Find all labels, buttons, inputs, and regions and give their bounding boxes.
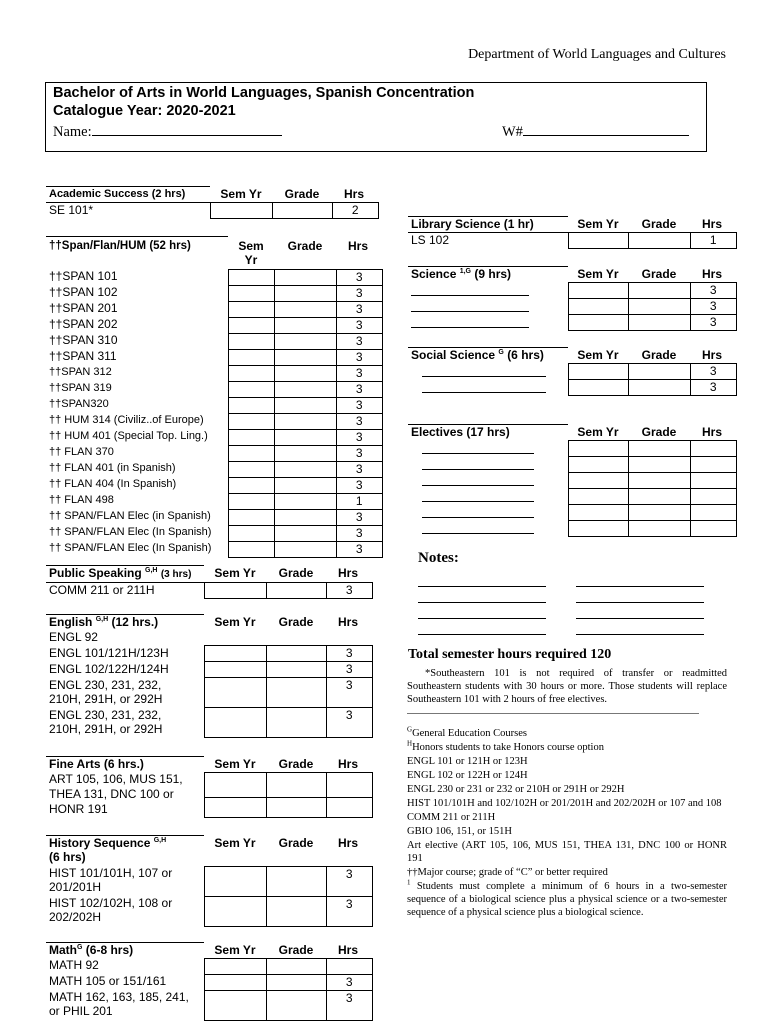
sem-yr-cell[interactable] [228, 365, 274, 381]
hrs-cell: 3 [336, 397, 382, 413]
col-sem-yr: Sem Yr [214, 614, 256, 629]
table-row [46, 381, 382, 397]
course-name: MATH 92 [49, 958, 99, 972]
sem-yr-cell[interactable] [204, 708, 266, 738]
footnote-line: ENGL 101 or 121H or 123H [407, 756, 528, 767]
grade-cell[interactable] [274, 317, 336, 333]
section-title: Electives (17 hrs) [408, 425, 568, 441]
grade-cell[interactable] [266, 798, 326, 817]
table-row [46, 493, 382, 509]
science-table [408, 266, 737, 331]
sem-yr-cell[interactable] [228, 285, 274, 301]
sem-yr-cell[interactable] [568, 520, 628, 536]
table-row [408, 314, 736, 330]
grade-cell[interactable] [274, 269, 336, 285]
sem-yr-cell[interactable] [568, 488, 628, 504]
name-field[interactable] [53, 121, 282, 141]
table-row [46, 365, 382, 381]
course-name: ††SPAN 102 [49, 285, 118, 299]
table-row [46, 646, 372, 662]
sem-yr-cell[interactable] [204, 896, 266, 926]
table-row [46, 445, 382, 461]
col-sem-yr: Sem Yr [577, 216, 619, 231]
grade-cell[interactable] [628, 314, 690, 330]
col-grade: Grade [641, 424, 677, 439]
hrs-cell[interactable] [326, 958, 372, 974]
col-hrs: Hrs [337, 835, 358, 850]
grade-cell[interactable] [628, 504, 690, 520]
col-grade: Grade [284, 186, 320, 201]
table-row [46, 990, 372, 1020]
col-sem-yr: Sem Yr [577, 347, 619, 362]
notes-title: Notes: [418, 550, 459, 566]
sem-yr-cell[interactable] [568, 472, 628, 488]
grade-cell[interactable] [266, 662, 326, 678]
hrs-cell: 3 [336, 509, 382, 525]
hrs-cell[interactable] [690, 440, 736, 456]
table-row [46, 896, 372, 926]
section-title: Social Science $^G$ (6 hrs) [408, 348, 568, 364]
sem-yr-cell[interactable] [228, 381, 274, 397]
grade-cell[interactable] [274, 397, 336, 413]
blank-course-line[interactable] [408, 379, 568, 395]
course-name: MATH 105 or 151/161 [49, 974, 167, 988]
hrs-cell: 3 [336, 333, 382, 349]
col-grade: Grade [278, 942, 314, 957]
hrs-cell: 3 [690, 314, 736, 330]
sem-yr-cell[interactable] [568, 504, 628, 520]
sem-yr-cell[interactable] [228, 397, 274, 413]
col-hrs: Hrs [337, 614, 358, 629]
table-row [46, 708, 372, 738]
hrs-cell: 1 [690, 233, 736, 249]
course-name: LS 102 [411, 233, 450, 247]
course-name: MATH 162, 163, 185, 241, or PHIL 201 [49, 990, 189, 1018]
course-name: ††SPAN 319 [49, 382, 112, 394]
course-name: ††SPAN320 [49, 398, 109, 410]
course-name: SE 101* [49, 203, 94, 217]
course-name: ††SPAN 310 [49, 333, 118, 347]
grade-cell[interactable] [274, 429, 336, 445]
sem-yr-cell[interactable] [210, 203, 272, 219]
col-hrs: Hrs [347, 238, 368, 253]
sem-yr-cell[interactable] [568, 440, 628, 456]
sem-yr-cell[interactable] [228, 301, 274, 317]
grade-cell[interactable] [274, 381, 336, 397]
table-row [46, 541, 382, 557]
course-name: ††SPAN 202 [49, 317, 118, 331]
hrs-cell[interactable] [326, 772, 372, 798]
blank-course-line[interactable] [408, 314, 568, 330]
col-grade: Grade [287, 238, 323, 253]
hrs-cell[interactable] [326, 798, 372, 817]
fine-arts-table [46, 756, 373, 818]
col-grade: Grade [278, 835, 314, 850]
table-row [408, 440, 736, 456]
sem-yr-cell[interactable] [228, 349, 274, 365]
blank-course-line[interactable] [408, 472, 568, 488]
sem-yr-cell[interactable] [228, 269, 274, 285]
hrs-cell: 3 [336, 525, 382, 541]
table-row [46, 317, 382, 333]
col-grade: Grade [641, 347, 677, 362]
sem-yr-cell[interactable] [228, 461, 274, 477]
sem-yr-cell[interactable] [228, 317, 274, 333]
grade-cell[interactable] [266, 646, 326, 662]
grade-cell[interactable] [628, 298, 690, 314]
sem-yr-cell[interactable] [568, 314, 628, 330]
sem-yr-cell[interactable] [228, 509, 274, 525]
blank-course-line[interactable] [408, 298, 568, 314]
course-name: HIST 101/101H, 107 or 201/201H [49, 866, 173, 894]
table-row [46, 397, 382, 413]
table-row [46, 333, 382, 349]
hrs-cell: 3 [690, 379, 736, 395]
blank-course-line[interactable] [408, 363, 568, 379]
hrs-cell: 3 [336, 445, 382, 461]
grade-cell[interactable] [274, 509, 336, 525]
course-name: †† FLAN 401 (in Spanish) [49, 462, 176, 474]
hrs-cell: 3 [326, 662, 372, 678]
hrs-cell[interactable] [690, 456, 736, 472]
hrs-cell: 3 [336, 349, 382, 365]
grade-cell[interactable] [274, 461, 336, 477]
section-title: Library Science (1 hr) [408, 217, 568, 233]
table-row [46, 269, 382, 285]
sem-yr-cell[interactable] [204, 772, 266, 798]
hrs-cell: 3 [690, 363, 736, 379]
blank-course-line[interactable] [408, 504, 568, 520]
notes-lines-left[interactable] [418, 574, 546, 638]
hrs-cell: 2 [332, 203, 378, 219]
course-name: COMM 211 or 211H [49, 583, 155, 597]
col-sem-yr: Sem Yr [214, 565, 256, 580]
academic-success-table [46, 186, 379, 219]
table-row [46, 477, 382, 493]
course-name: †† FLAN 370 [49, 446, 114, 458]
sem-yr-cell[interactable] [228, 477, 274, 493]
grade-cell[interactable] [628, 233, 690, 249]
sem-yr-cell[interactable] [204, 798, 266, 817]
table-row [408, 520, 736, 536]
grade-cell[interactable] [266, 678, 326, 708]
blank-course-line[interactable] [408, 440, 568, 456]
hrs-cell: 3 [336, 317, 382, 333]
sem-yr-cell[interactable] [204, 678, 266, 708]
hrs-cell: 3 [336, 285, 382, 301]
col-grade: Grade [278, 565, 314, 580]
w-number-label: W# [502, 124, 523, 140]
hrs-cell: 3 [336, 541, 382, 557]
course-name: †† SPAN/FLAN Elec (In Spanish) [49, 526, 212, 538]
sem-yr-cell[interactable] [568, 282, 628, 298]
grade-cell[interactable] [274, 285, 336, 301]
section-title: History Sequence $^{G,H}$ (6 hrs) [46, 836, 204, 867]
section-title: Public Speaking $^{G,H}$ (3 hrs) [46, 566, 204, 583]
grade-cell[interactable] [274, 493, 336, 509]
table-row [408, 282, 736, 298]
table-row [46, 429, 382, 445]
course-name: ††SPAN 312 [49, 366, 112, 378]
grade-cell[interactable] [266, 866, 326, 896]
hrs-cell[interactable] [690, 472, 736, 488]
course-name: †† FLAN 404 (In Spanish) [49, 478, 177, 490]
grade-cell[interactable] [266, 896, 326, 926]
w-number-field[interactable] [502, 121, 689, 141]
hrs-cell: 3 [690, 298, 736, 314]
hrs-cell: 3 [326, 646, 372, 662]
hrs-cell: 3 [690, 282, 736, 298]
section-title: Science $^{1,G}$ (9 hrs) [408, 267, 568, 283]
col-hrs: Hrs [343, 186, 364, 201]
hrs-cell: 3 [326, 974, 372, 990]
col-grade: Grade [641, 266, 677, 281]
grade-cell[interactable] [628, 472, 690, 488]
grade-cell[interactable] [628, 282, 690, 298]
hrs-cell: 3 [336, 413, 382, 429]
header-box [45, 82, 707, 152]
hrs-cell: 3 [336, 381, 382, 397]
grade-cell[interactable] [266, 974, 326, 990]
english-table [46, 614, 373, 738]
course-name: HIST 102/102H, 108 or 202/202H [49, 896, 173, 924]
sem-yr-cell[interactable] [228, 541, 274, 557]
course-name: †† HUM 314 (Civiliz..of Europe) [49, 414, 204, 426]
footnote-line: ENGL 230 or 231 or 232 or 210H or 291H or 292H [407, 784, 625, 795]
program-title: Bachelor of Arts in World Languages, Spanish Concentration [53, 85, 475, 101]
hrs-cell: 1 [336, 493, 382, 509]
social-science-table [408, 347, 737, 396]
footnote-line: HIST 101/101H and 102/102H or 201/201H and 202/202H or 107 and 108 [407, 798, 722, 809]
hrs-cell: 3 [336, 461, 382, 477]
col-sem-yr: Sem Yr [220, 186, 262, 201]
hrs-cell: 3 [326, 678, 372, 708]
course-name: †† SPAN/FLAN Elec (in Spanish) [49, 510, 211, 522]
footnote-line: COMM 211 or 211H [407, 812, 496, 823]
col-grade: Grade [278, 614, 314, 629]
grade-cell[interactable] [628, 379, 690, 395]
table-row [408, 233, 736, 249]
grade-cell[interactable] [272, 203, 332, 219]
sem-yr-cell[interactable] [204, 958, 266, 974]
grade-cell[interactable] [266, 958, 326, 974]
sem-yr-cell[interactable] [228, 429, 274, 445]
department-name: Department of World Languages and Cultures [468, 47, 726, 62]
course-name: ENGL 102/122H/124H [49, 661, 169, 676]
col-sem-yr: Sem Yr [214, 942, 256, 957]
footnote-line: ††Major course; grade of “C” or better required [407, 867, 608, 878]
table-row [408, 488, 736, 504]
col-hrs: Hrs [701, 347, 722, 362]
hrs-cell: 3 [326, 583, 372, 599]
table-row [46, 285, 382, 301]
grade-cell[interactable] [274, 541, 336, 557]
grade-cell[interactable] [266, 583, 326, 599]
sem-yr-cell[interactable] [568, 298, 628, 314]
section-title: Math$^G$ (6-8 hrs) [46, 943, 204, 959]
footnotes [407, 727, 727, 920]
blank-course-line[interactable] [408, 282, 568, 298]
section-title: English $^{G,H}$ (12 hrs.) [46, 615, 204, 631]
col-sem-yr: Sem Yr [214, 835, 256, 850]
sem-yr-cell[interactable] [204, 583, 266, 599]
sem-yr-cell[interactable] [228, 525, 274, 541]
hrs-cell[interactable] [690, 488, 736, 504]
grade-cell[interactable] [274, 413, 336, 429]
col-sem-yr: Sem Yr [577, 424, 619, 439]
course-name: ††SPAN 311 [49, 349, 117, 363]
grade-cell[interactable] [628, 456, 690, 472]
grade-cell[interactable] [274, 365, 336, 381]
course-name: †† FLAN 498 [49, 494, 114, 506]
total-hours-title: Total semester hours required 120 [408, 647, 612, 662]
table-row [46, 203, 378, 219]
name-label: Name: [53, 124, 92, 140]
table-row [408, 456, 736, 472]
grade-cell[interactable] [628, 520, 690, 536]
table-row [408, 472, 736, 488]
table-row [408, 379, 736, 395]
table-row [46, 630, 372, 646]
section-title: Fine Arts (6 hrs.) [46, 757, 204, 773]
grade-cell[interactable] [274, 477, 336, 493]
table-row [46, 866, 372, 896]
section-title: ††Span/Flan/HUM (52 hrs) [46, 237, 228, 270]
sem-yr-cell[interactable] [568, 456, 628, 472]
col-hrs: Hrs [701, 266, 722, 281]
grade-cell[interactable] [628, 440, 690, 456]
grade-cell[interactable] [274, 301, 336, 317]
col-hrs: Hrs [337, 756, 358, 771]
hrs-cell: 3 [336, 429, 382, 445]
footnote-line: $^G$General Education Courses [407, 725, 527, 739]
table-row [46, 413, 382, 429]
col-hrs: Hrs [701, 424, 722, 439]
course-name: ENGL 101/121H/123H [49, 645, 169, 660]
hrs-cell: 3 [336, 269, 382, 285]
catalogue-year: Catalogue Year: 2020-2021 [53, 103, 236, 119]
sem-yr-cell[interactable] [204, 646, 266, 662]
public-speaking-table [46, 565, 373, 599]
course-name: ENGL 230, 231, 232, 210H, 291H, or 292H [49, 677, 163, 706]
footnote-line: GBIO 106, 151, or 151H [407, 826, 512, 837]
hrs-cell[interactable] [690, 520, 736, 536]
span-flan-hum-table [46, 236, 383, 558]
footnote-line: $^1$ Students must complete a minimum of 6 hours in a two-semester sequence of a biological science plus a physical science or a two-semester sequence of a physical science plus a biological science. [407, 878, 727, 918]
col-sem-yr: Sem Yr [238, 238, 264, 267]
hrs-cell: 3 [336, 301, 382, 317]
course-name: ††SPAN 101 [49, 269, 118, 283]
course-name: ART 105, 106, MUS 151, THEA 131, DNC 100 or HONR 191 [49, 772, 183, 816]
table-row [46, 349, 382, 365]
hrs-cell: 3 [326, 866, 372, 896]
table-row [46, 678, 372, 708]
table-row [46, 461, 382, 477]
hrs-cell[interactable] [690, 504, 736, 520]
course-name: †† SPAN/FLAN Elec (In Spanish) [49, 542, 212, 554]
sem-yr-cell[interactable] [568, 233, 628, 249]
sem-yr-cell[interactable] [228, 413, 274, 429]
section-title: Academic Success (2 hrs) [46, 187, 210, 203]
course-name: ††SPAN 201 [49, 301, 118, 315]
footnote-line: Art elective (ART 105, 106, MUS 151, THEA 131, DNC 100 or HONR 191 [407, 840, 727, 864]
grade-cell[interactable] [266, 708, 326, 738]
col-hrs: Hrs [701, 216, 722, 231]
sem-yr-cell[interactable] [204, 974, 266, 990]
sem-yr-cell[interactable] [568, 363, 628, 379]
blank-course-line[interactable] [408, 456, 568, 472]
col-sem-yr: Sem Yr [577, 266, 619, 281]
table-row [408, 363, 736, 379]
course-name: †† HUM 401 (Special Top. Ling.) [49, 430, 208, 442]
sem-yr-cell[interactable] [228, 493, 274, 509]
col-sem-yr: Sem Yr [214, 756, 256, 771]
math-table [46, 942, 373, 1021]
library-science-table [408, 216, 737, 249]
sem-yr-cell[interactable] [228, 445, 274, 461]
grade-cell[interactable] [266, 772, 326, 798]
hrs-cell: 3 [336, 365, 382, 381]
hrs-cell: 3 [326, 708, 372, 738]
grade-cell[interactable] [274, 525, 336, 541]
table-row [408, 504, 736, 520]
blank-course-line[interactable] [408, 520, 568, 536]
table-row [46, 509, 382, 525]
footnote-line: $^H$Honors students to take Honors course option [407, 739, 604, 753]
grade-cell[interactable] [628, 363, 690, 379]
sem-yr-cell[interactable] [228, 333, 274, 349]
blank-course-line[interactable] [408, 488, 568, 504]
footnote-line: ENGL 102 or 122H or 124H [407, 770, 528, 781]
sem-yr-cell[interactable] [568, 379, 628, 395]
col-hrs: Hrs [337, 565, 358, 580]
table-row [46, 958, 372, 974]
hrs-cell: 3 [326, 990, 372, 1020]
grade-cell[interactable] [266, 990, 326, 1020]
col-grade: Grade [641, 216, 677, 231]
grade-cell[interactable] [274, 349, 336, 365]
table-row [46, 301, 382, 317]
grade-cell[interactable] [274, 445, 336, 461]
table-row [46, 772, 372, 798]
grade-cell[interactable] [274, 333, 336, 349]
hrs-cell: 3 [336, 477, 382, 493]
sem-yr-cell[interactable] [204, 866, 266, 896]
table-row [46, 662, 372, 678]
table-row [46, 583, 372, 599]
sem-yr-cell[interactable] [204, 662, 266, 678]
se101-note: *Southeastern 101 is not required of transfer or readmitted Southeastern students with 30 hours or more. Those students will replace Southeastern 101 with 2 hours of free electives. [407, 668, 727, 705]
electives-table [408, 424, 737, 537]
notes-lines-right[interactable] [576, 574, 704, 638]
table-row [408, 298, 736, 314]
table-row [46, 525, 382, 541]
table-row [46, 974, 372, 990]
course-name: ENGL 230, 231, 232, 210H, 291H, or 292H [49, 707, 163, 736]
sem-yr-cell[interactable] [204, 990, 266, 1020]
grade-cell[interactable] [628, 488, 690, 504]
col-hrs: Hrs [337, 942, 358, 957]
history-table [46, 835, 373, 927]
col-grade: Grade [278, 756, 314, 771]
course-name: ENGL 92 [49, 630, 98, 644]
divider [407, 713, 699, 714]
hrs-cell: 3 [326, 896, 372, 926]
